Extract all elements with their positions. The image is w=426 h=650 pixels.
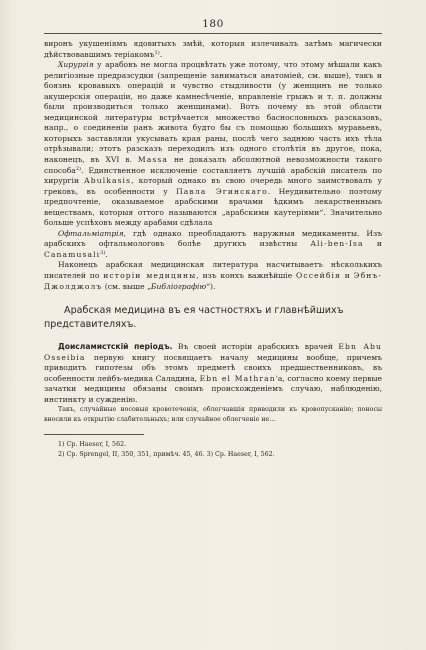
term-surgery: Хирургiя: [58, 60, 94, 70]
ref-bibliography: „Библiографiю“: [147, 281, 211, 291]
footnote-2-3: 2) Ср. Sprengel, II, 350, 351, примѣч. 45, 46. 3) Ср. Haeser, I, 562.: [58, 450, 275, 458]
name-ebn-abu-osseibia: Ebn Abu Osseibia: [44, 342, 382, 362]
paragraph-history: Наконецъ арабская медицинская литература насчитываетъ нѣсколькихъ писателей по исторiи медицины, изъ конхъ важнѣйшiе Оссейбiя и Эбнъ-Джолджолъ (см. выше „Библiографiю“).: [44, 260, 382, 291]
paragraph-1: виронъ укушенiямъ ядовитыхъ змѣй, которыя излечивалъ затѣмъ магически дѣйствовавшимъ терiакомъ$^{1)}$.: [44, 39, 382, 59]
footnote-1: 1) Ср. Haeser, I, 562.: [58, 441, 127, 449]
page-body: [44, 39, 382, 459]
header-rule: [44, 33, 382, 34]
footnote-ref: 3): [100, 249, 106, 256]
paragraph-surgery: Хирургiя у арабовъ не могла процвѣтать уже потому, что этому мѣшали какъ религiозные предразсудки (запрещенiе заниматься анатомiей, см. выше), такъ и боязнь кровавыхъ операцiй и чувство стыдливости (у женщинъ не только акушерскiя операцiи, но даже камнесѣченiе, вправленiе грыжъ и т. п. должны были производиться только женщинами). Вотъ почему въ этой области медицинской литературы встрѣчается множество баснословныхъ разсказовъ, напр., о соединенiи ранъ живота будто бы съ помощью большихъ муравьевъ, которыхъ заставляли укусывать края раны, послѣ чего заднюю часть ихъ тѣла отрѣзывали; этотъ разсказъ переходилъ изъ одного столѣтiя въ другое, пока, наконецъ, въ XVI в. Massa не доказалъ абсолютной невозможности такого способа$^{2)}$. Единственное исключенiе составляетъ лучшiй арабскiй писатель по хирургiи Abulkasis, который однако въ свою очередь много заимствовалъ у грековъ, въ особенности у Павла Эгинскаго. Неудивительно поэтому предпочтенiе, оказываемое арабскими врачами ѣдкимъ лекарственнымъ веществамъ, которыя оттого называются „арабскими каутерiями“. Значительно больше успѣховъ между арабами сдѣлала: [44, 60, 382, 228]
paragraph-ophthalmology: Офтальмiатрiя, гдѣ однако преобладаютъ наружныя медикаменты. Изъ арабскихъ офтальмологовъ болѣе другихъ извѣстны Ali-ben-Isa и Canamusali$^{3)}$.: [44, 228, 382, 259]
name-osseibia: Оссейбiя: [296, 271, 341, 281]
page-number: 180: [202, 18, 224, 30]
name-massa: Massa: [137, 155, 169, 165]
period-heading: Доисламистскiй перiодъ.: [58, 342, 173, 352]
footnote-ref: 2): [75, 165, 81, 172]
term-ophthalmology: Офтальмiатрiя: [58, 228, 124, 238]
small-print-note: Такъ, случайные носовыя кровотеченiя, облегчавшiя приводили къ кровопусканiю; поносы вносили къ открытiю слабительныхъ; или случайное облегченiе не...: [44, 406, 382, 423]
name-ebn-djoldjol: Эбнъ-Джолджолъ: [44, 271, 382, 291]
footnotes: [44, 440, 382, 459]
name-abulkasis: Abulkasis: [84, 176, 132, 186]
name-paul-aegina: Павла Эгинскаго: [176, 186, 268, 196]
term-history-of-medicine: исторiи медицины: [103, 271, 197, 281]
paragraph-pre-islamic: Доисламистскiй перiодъ. Въ своей исторiи арабскихъ врачей Ebn Abu Osseibia первую книгу посвящаетъ началу медицины вообще, причемъ приводитъ гипотезы объ этомъ предметѣ своихъ предшественниковъ, въ особенности лейбъ-медика Саладина, Ebn el Mathran'а, согласно коему первые зачатки медицины обязаны своимъ происхожденiемъ случаю, наблюденiю, инстинкту и сужденiю.: [44, 342, 382, 404]
name-ebn-el-mathran: Ebn el Mathran: [199, 373, 276, 383]
footnote-rule: [44, 434, 144, 435]
footnote-ref: 1): [154, 49, 160, 56]
name-ali-ben-isa: Ali-ben-Isa: [310, 239, 364, 249]
name-canamusali: Canamusali: [44, 249, 101, 259]
section-title: Арабская медицина въ ея частностяхъ и главнѣйшихъ представителяхъ.: [44, 305, 344, 331]
